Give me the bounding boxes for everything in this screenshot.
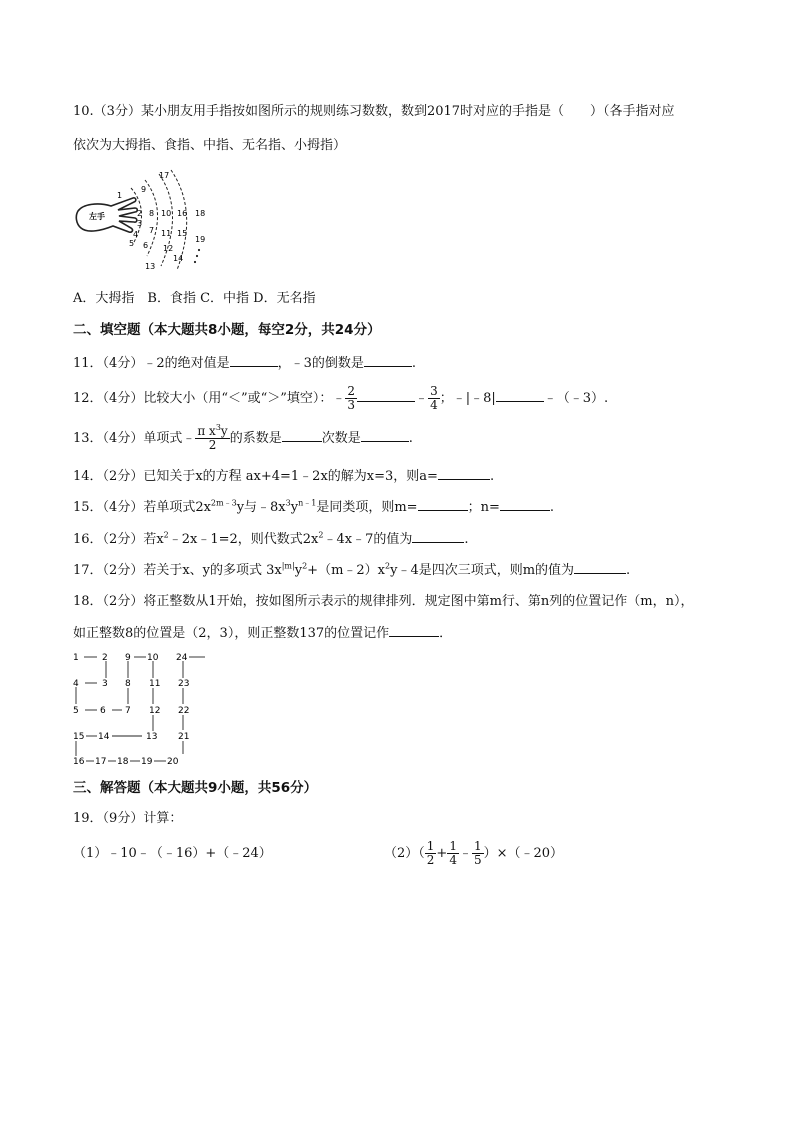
q10-stem-line2: 依次为大拇指、食指、中指、无名指、小拇指） <box>73 138 347 153</box>
grid-num: 3 <box>102 679 108 689</box>
grid-num: 2 <box>102 653 108 663</box>
grid-num: 4 <box>73 679 79 689</box>
grid-num: 5 <box>73 706 79 716</box>
section2-title: 二、填空题（本大题共8小题，每空2分，共24分） <box>73 322 381 338</box>
q19-part1: （1）﹣10﹣（﹣16）+（﹣24） <box>73 846 272 861</box>
grid-num: 13 <box>146 732 158 742</box>
q14: 14．（2分）已知关于x的方程 ax+4=1﹣2x的解为x=3，则a= . <box>73 469 495 484</box>
fig-num: 7 <box>149 226 155 235</box>
grid-num: 14 <box>98 732 110 742</box>
answer-blank[interactable] <box>357 389 415 402</box>
fig-num: 1 <box>117 191 123 200</box>
grid-num: 23 <box>178 679 190 689</box>
fig-num: 4 <box>133 230 139 239</box>
answer-blank[interactable] <box>500 498 550 511</box>
fig-num: 6 <box>143 241 149 250</box>
hand-label: 左手 <box>89 212 105 221</box>
grid-num: 12 <box>149 706 161 716</box>
fig-num: 17 <box>159 171 170 180</box>
q13: 13．（4分）单项式﹣ $\frac{\pi x^3y}{2}$ 的系数是 次数是 . <box>73 423 413 452</box>
fig-num: 11 <box>161 229 172 238</box>
q11: 11．（4分）﹣2的绝对值是 ，﹣3的倒数是 . <box>73 356 417 371</box>
grid-num: 6 <box>100 706 106 716</box>
grid-num: 17 <box>95 757 107 767</box>
grid-num: 7 <box>125 706 131 716</box>
answer-blank[interactable] <box>412 530 464 543</box>
grid-num: 21 <box>178 732 190 742</box>
fig-num: 12 <box>163 244 174 253</box>
q10-stem-line1: 10.（3分）某小朋友用手指按如图所示的规则练习数数，数到2017时对应的手指是（ ）（各手指对应 <box>73 104 675 119</box>
fig-num: 18 <box>195 209 206 218</box>
grid-num: 11 <box>149 679 161 689</box>
fig-num: 5 <box>129 239 135 248</box>
fig-num: 16 <box>177 209 188 218</box>
fig-num: 13 <box>145 262 156 271</box>
answer-blank[interactable] <box>389 624 439 637</box>
q12: 12．（4分）比较大小（用“＜”或“＞”填空）：﹣ $\frac{2}{3}$ ﹣ $\frac{3}{4}$ ；﹣|﹣8| ﹣（﹣3）. <box>73 384 609 412</box>
fig-num: 8 <box>149 209 155 218</box>
q16: 16．（2分）若$x^2﹣2x﹣1=2$，则代数式$2x^2﹣4x﹣7$的值为 . <box>73 530 469 547</box>
grid-num: 22 <box>178 706 190 716</box>
answer-blank[interactable] <box>496 389 544 402</box>
grid-num: 20 <box>167 757 179 767</box>
fig-num: 2 <box>137 209 143 218</box>
q19-title: 19．（9分）计算： <box>73 811 183 826</box>
fraction-3-4: $\frac{3}{4}$ <box>430 384 438 412</box>
fig-num: 3 <box>137 219 143 228</box>
fig-num: 10 <box>161 209 172 218</box>
fig-num: 14 <box>173 254 184 263</box>
finger-counting-figure <box>73 166 213 276</box>
q10-options: A．大拇指 B．食指 C．中指 D．无名指 <box>73 291 316 306</box>
section3-title: 三、解答题（本大题共9小题，共56分） <box>73 780 318 796</box>
grid-num: 9 <box>125 653 131 663</box>
grid-num: 15 <box>73 732 85 742</box>
answer-blank[interactable] <box>418 498 468 511</box>
q19-part2: （2）（ $\frac{1}{2}$ + $\frac{1}{4}$ ﹣ $\frac{1}{5}$ ）×（﹣20） <box>384 839 564 867</box>
answer-blank[interactable] <box>574 561 626 574</box>
grid-num: 1 <box>73 653 79 663</box>
fig-num: 15 <box>177 229 188 238</box>
q17: 17．（2分）若关于x、y的多项式 $3x^{|m|}y^2+(m﹣2)x^2y﹣4$是四次三项式，则m的值为 . <box>73 561 631 578</box>
fig-num: 9 <box>141 185 147 194</box>
fraction-2-3: $\frac{2}{3}$ <box>347 384 356 412</box>
fig-num: 19 <box>195 235 206 244</box>
grid-num: 8 <box>125 679 131 689</box>
q15: 15．（4分）若单项式$2x^{2m﹣3}y$与$﹣8x^3y^{n﹣1}$是同类项，则m= ；n= . <box>73 498 554 515</box>
q18-line1: 18．（2分）将正整数从1开始，按如图所示表示的规律排列．规定图中第m行、第n列的位置记作（m，n）， <box>73 594 694 609</box>
answer-blank[interactable] <box>282 429 322 442</box>
number-grid-figure <box>70 648 210 770</box>
grid-num: 19 <box>141 757 153 767</box>
fraction-1-5: $\frac{1}{5}$ <box>473 839 482 867</box>
answer-blank[interactable] <box>361 429 409 442</box>
answer-blank[interactable] <box>230 354 278 367</box>
answer-blank[interactable] <box>364 354 412 367</box>
answer-blank[interactable] <box>438 467 490 480</box>
grid-num: 18 <box>117 757 129 767</box>
monomial-fraction: $\frac{\pi x^3y}{2}$ <box>197 423 228 452</box>
q18-line2: 如正整数8的位置是（2，3），则正整数137的位置记作 ． <box>73 626 453 641</box>
grid-num: 24 <box>176 653 188 663</box>
fraction-1-2: $\frac{1}{2}$ <box>426 839 435 867</box>
grid-num: 16 <box>73 757 85 767</box>
fraction-1-4: $\frac{1}{4}$ <box>449 839 457 867</box>
grid-num: 10 <box>147 653 159 663</box>
